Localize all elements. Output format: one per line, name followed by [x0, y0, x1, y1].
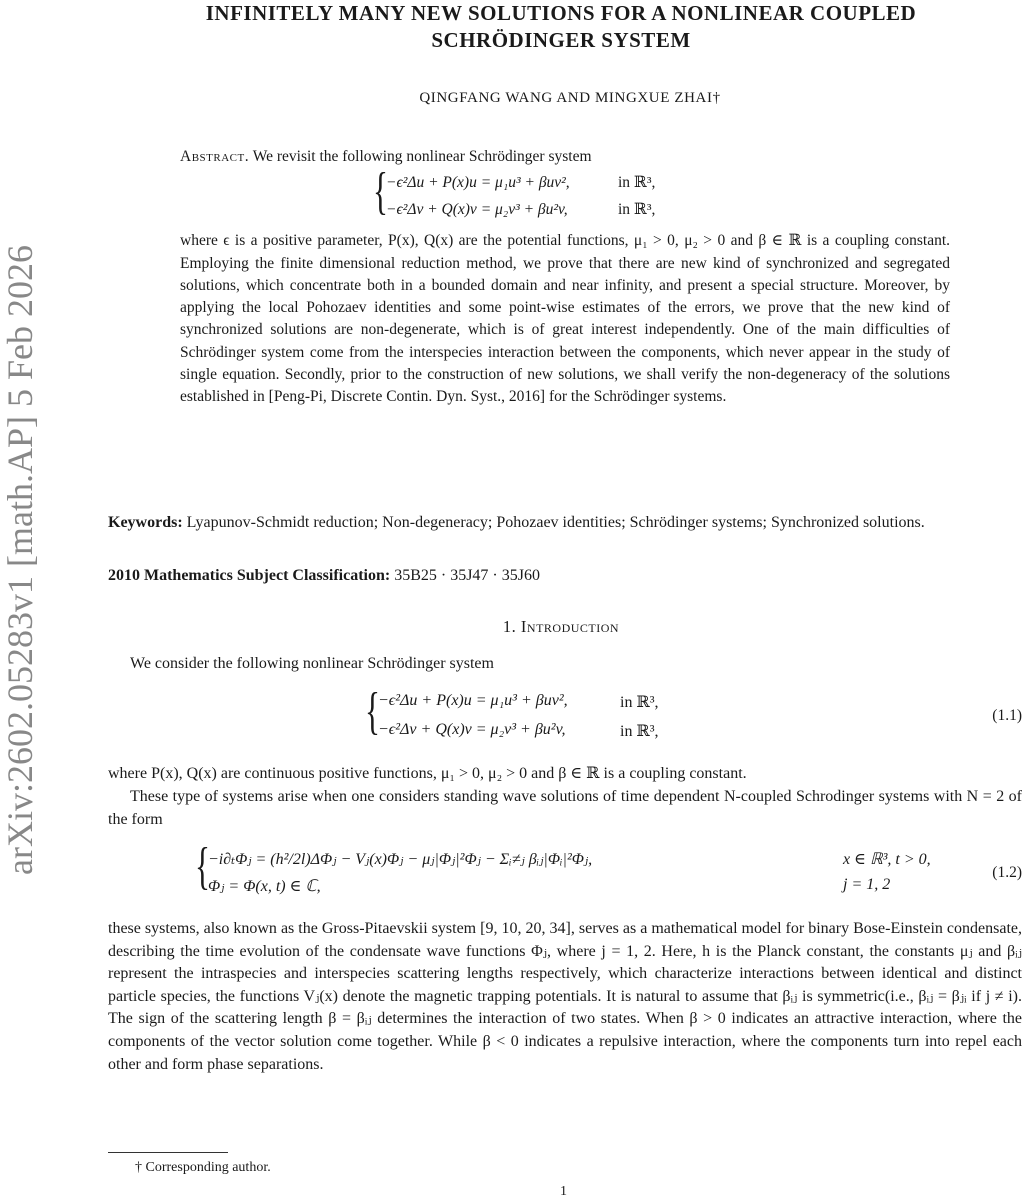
abstract-intro: We revisit the following nonlinear Schrödinger system [252, 148, 592, 165]
eq-1-1-line-1: −ϵ²Δu + P(x)u = μ₁u³ + βuv², [378, 692, 568, 709]
keywords [108, 512, 1022, 535]
abstract-eq-2-domain: in ℝ³, [618, 201, 656, 219]
eq-1-1-line-2: −ϵ²Δv + Q(x)v = μ₂v³ + βu²v, [378, 721, 566, 738]
abstract-body: where ϵ is a positive parameter, P(x), Q(x) are the potential functions, μ₁ > 0, μ₂ > 0 and β ∈ ℝ is a coupling constant. Employing the finite dimensional reduction method, we prove that there are new kind of synchronized and segregated solutions, which concentrate both in a bounded domain and near infinity, and present a special structure. Moreover, by applying the local Pohozaev identities and some point-wise estimates of the errors, we prove that the new kind of synchronized solutions are non-degenerate, which is of great interest independently. One of the main difficulties of Schrödinger system come from the interspecies interaction between the components, which never appear in the study of single equation. Secondly, prior to the construction of new solutions, we shall verify the non-degeneracy of the solutions established in [Peng-Pi, Discrete Contin. Dyn. Syst., 2016] for the Schrödinger systems. [180, 232, 950, 406]
abstract-eq-1: −ϵ²Δu + P(x)u = μ₁u³ + βuv², [386, 174, 570, 192]
abstract-eq-1-domain: in ℝ³, [618, 174, 656, 192]
abstract [180, 146, 950, 409]
left-brace: { [364, 683, 380, 740]
authors: QINGFANG WANG AND MINGXUE ZHAI† [419, 90, 721, 106]
section-heading [100, 617, 1022, 637]
intro-paragraph-1: We consider the following nonlinear Schrödinger system [130, 655, 494, 672]
section-heading-text: 1. Introduction [502, 617, 620, 636]
arxiv-stamp: arXiv:2602.05283v1 [math.AP] 5 Feb 2026 [0, 245, 40, 875]
equation-1-1 [108, 683, 1022, 750]
intro-paragraph-4: these systems, also known as the Gross-Pitaevskii system [9, 10, 20, 34], serves as a mathematical model for binary Bose-Einstein condensate, describing the time evolution of the condensate wave functions Φⱼ, where j = 1, 2. Here, h is the Planck constant, the constants μⱼ and βᵢⱼ represent the intraspecies and interspecies scattering lengths respectively, which characterize interactions between identical and distinct particle species, the functions Vⱼ(x) denote the magnetic trapping potentials. It is natural to assume that βᵢⱼ is symmetric(i.e., βᵢⱼ = βⱼᵢ if j ≠ i). The sign of the scattering length β = βᵢⱼ determines the interaction of two states. When β > 0 indicates an attractive interaction, where the components of the vector solution come together. While β < 0 indicates a repulsive interaction, where the components turn into repel each other and form phase separations. [108, 920, 1022, 1073]
msc-label: 2010 Mathematics Subject Classification: [108, 567, 391, 584]
abstract-equation-system [180, 163, 950, 226]
eq-1-2-line-2: Φⱼ = Φ(x, t) ∈ ℂ, [208, 878, 321, 895]
paper-title [100, 0, 1022, 54]
keywords-label: Keywords: [108, 514, 183, 531]
eq-1-1-line-1-domain: in ℝ³, [620, 694, 659, 711]
equation-number: (1.1) [992, 707, 1022, 724]
eq-1-2-line-1: −i∂ₜΦⱼ = (h²/2l)ΔΦⱼ − Vⱼ(x)Φⱼ − μⱼ|Φⱼ|²Φⱼ − Σᵢ≠ⱼ βᵢⱼ|Φᵢ|²Φⱼ, [208, 851, 593, 868]
footnote-rule [108, 1152, 228, 1153]
abstract-label: Abstract. [180, 148, 250, 165]
footnote: † Corresponding author. [135, 1160, 271, 1175]
page-number: 1 [560, 1184, 567, 1199]
eq-1-1-line-2-domain: in ℝ³, [620, 723, 659, 740]
eq-1-2-line-2-domain: j = 1, 2 [843, 876, 891, 893]
keywords-text: Lyapunov-Schmidt reduction; Non-degeneracy; Pohozaev identities; Schrödinger systems; Synchronized solutions. [186, 514, 925, 531]
abstract-eq-2: −ϵ²Δv + Q(x)v = μ₂v³ + βu²v, [386, 201, 568, 219]
title-line-2: SCHRÖDINGER SYSTEM [431, 28, 691, 52]
eq-1-2-line-1-domain: x ∈ ℝ³, t > 0, [843, 851, 931, 868]
msc-classification [108, 565, 1022, 588]
equation-1-2 [108, 838, 1022, 905]
intro-paragraph-3: These type of systems arise when one considers standing wave solutions of time dependent N-coupled Schrodinger systems with N = 2 of the form [108, 788, 1022, 828]
title-line-1: INFINITELY MANY NEW SOLUTIONS FOR A NONLINEAR COUPLED [205, 1, 917, 25]
msc-text: 35B25 · 35J47 · 35J60 [394, 567, 540, 584]
equation-number: (1.2) [992, 864, 1022, 881]
left-brace: { [194, 838, 210, 895]
intro-paragraph-2: where P(x), Q(x) are continuous positive functions, μ₁ > 0, μ₂ > 0 and β ∈ ℝ is a coupling constant. [108, 765, 747, 782]
left-brace: { [372, 163, 388, 221]
